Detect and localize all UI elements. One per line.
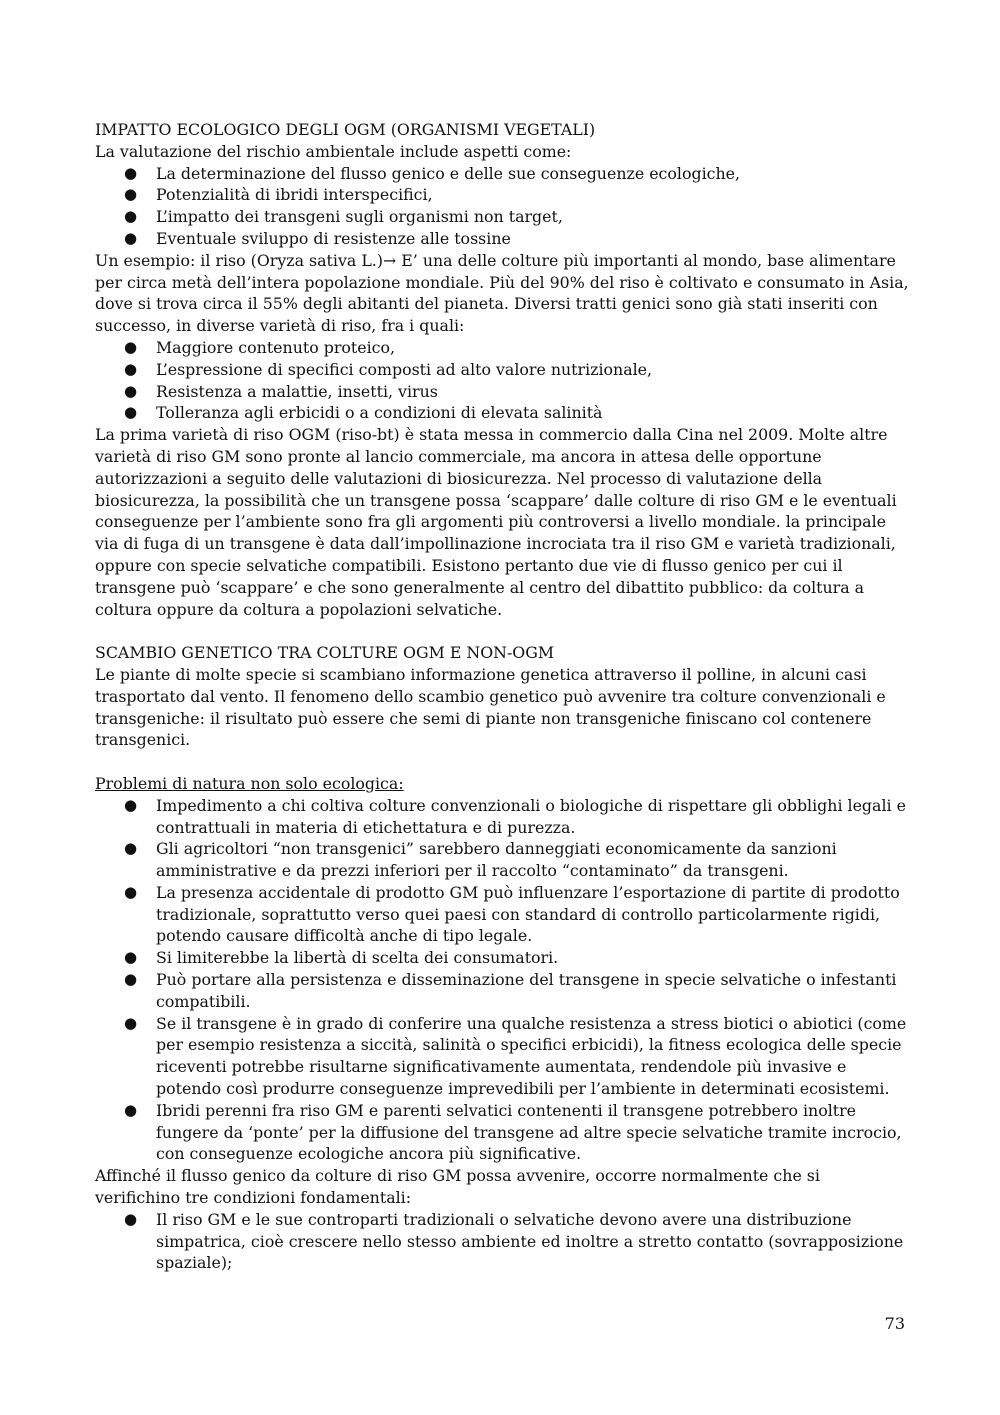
bullet-icon: ●: [124, 207, 138, 226]
pollen-paragraph: Le piante di molte specie si scambiano informazione genetica attraverso il polline, in alcuni casi trasportato dal vento. Il fenomeno dello scambio genetico può avvenire tra colture convenzionali e transgeniche: il risultato può essere che semi di piante non transgeniche finiscano col contenere transgenici.: [95, 664, 886, 750]
bullet-icon: ●: [124, 163, 138, 182]
section-title-impatto: IMPATTO ECOLOGICO DEGLI OGM (ORGANISMI VEGETALI): [95, 120, 596, 139]
list-item: ● L’espressione di specifici composti ad alto valore nutrizionale,: [124, 359, 653, 379]
conditions-list: [95, 1209, 910, 1274]
list-item: ● Eventuale sviluppo di resistenze alle tossine: [124, 228, 511, 248]
bullet-icon: ●: [124, 381, 138, 400]
list-item: ● Tolleranza agli erbicidi o a condizioni di elevata salinità: [124, 403, 603, 423]
list-item: ● La determinazione del flusso genico e delle sue conseguenze ecologiche,: [124, 163, 741, 183]
document-page: [95, 119, 910, 1274]
list-item: ● Si limiterebbe la libertà di scelta dei consumatori.: [124, 948, 559, 968]
bullet-icon: ●: [124, 1209, 138, 1228]
problems-list: [95, 795, 910, 1166]
list-item: ● Potenzialità di ibridi interspecifici,: [124, 185, 433, 205]
bullet-icon: ●: [124, 185, 138, 204]
bullet-icon: ●: [124, 970, 138, 989]
list-item: ● Se il transgene è in grado di conferire una qualche resistenza a stress biotici o abiotici (come per esempio resistenza a siccità, salinità o specifici erbicidi), la fitness ecologica delle specie riceventi potrebbe risultarne significativamente aumentata, rendendole più invasive e potendo così produrre conseguenze imprevedibili per l’ambiente in determinati ecosistemi.: [124, 1013, 907, 1099]
bullet-icon: ●: [124, 795, 138, 814]
assessment-list: [95, 163, 910, 250]
rice-example-paragraph: Un esempio: il riso (Oryza sativa L.)→ E’ una delle colture più importanti al mondo, base alimentare per circa metà dell’intera popolazione mondiale. Più del 90% del riso è coltivato e consumato in Asia, dove si trova circa il 55% degli abitanti del pianeta. Diversi tratti genici sono già stati inseriti con successo, in diverse varietà di riso, fra i quali:: [95, 250, 909, 336]
bullet-icon: ●: [124, 1013, 138, 1032]
bullet-icon: ●: [124, 948, 138, 967]
list-item: ● Resistenza a malattie, insetti, virus: [124, 381, 438, 401]
list-item: ● Ibridi perenni fra riso GM e parenti selvatici contenenti il transgene potrebbero inoltre fungere da ‘ponte’ per la diffusione del transgene ad altre specie selvatiche tramite incrocio, con conseguenze ecologiche ancora più significative.: [124, 1100, 902, 1164]
gm-rice-paragraph: La prima varietà di riso OGM (riso-bt) è stata messa in commercio dalla Cina nel 2009. Molte altre varietà di riso GM sono pronte al lancio commerciale, ma ancora in attesa delle opportune autorizzazioni a seguito delle valutazioni di biosicurezza. Nel processo di valutazione della biosicurezza, la possibilità che un transgene possa ‘scappare’ dalle colture di riso GM e le eventuali conseguenze per l’ambiente sono fra gli argomenti più controversi a livello mondiale. la principale via di fuga di un transgene è data dall’impollinazione incrociata tra il riso GM e varietà tradizionali, oppure con specie selvatiche compatibili. Esistono pertanto due vie di flusso genico per cui il transgene può ‘scappare’ e che sono generalmente al centro del dibattito pubblico: da coltura a coltura oppure da coltura a popolazioni selvatiche.: [95, 425, 897, 619]
bullet-icon: ●: [124, 1100, 138, 1119]
bullet-icon: ●: [124, 839, 138, 858]
bullet-icon: ●: [124, 359, 138, 378]
list-item: ● Maggiore contenuto proteico,: [124, 337, 396, 357]
list-item: ● Il riso GM e le sue controparti tradizionali o selvatiche devono avere una distribuzione simpatrica, cioè crescere nello stesso ambiente ed inoltre a stretto contatto (sovrapposizione spaziale);: [124, 1209, 904, 1273]
list-item: ● Gli agricoltori “non transgenici” sarebbero danneggiati economicamente da sanzioni amministrative e da prezzi inferiori per il raccolto “contaminato” da transgeni.: [124, 839, 837, 881]
bullet-icon: ●: [124, 882, 138, 901]
bullet-icon: ●: [124, 337, 138, 356]
list-item: ● La presenza accidentale di prodotto GM può influenzare l’esportazione di partite di prodotto tradizionale, soprattutto verso quei paesi con standard di controllo particolarmente rigidi, potendo causare difficoltà anche di tipo legale.: [124, 882, 900, 946]
intro-paragraph: La valutazione del rischio ambientale include aspetti come:: [95, 141, 572, 161]
bullet-icon: ●: [124, 228, 138, 247]
bullet-icon: ●: [124, 403, 138, 422]
problems-heading: Problemi di natura non solo ecologica:: [95, 773, 404, 793]
list-item: ● Può portare alla persistenza e disseminazione del transgene in specie selvatiche o infestanti compatibili.: [124, 970, 897, 1011]
list-item: ● Impedimento a chi coltiva colture convenzionali o biologiche di rispettare gli obblighi legali e contrattuali in materia di etichettatura e di purezza.: [124, 795, 906, 837]
page-number: 73: [884, 1314, 905, 1333]
conditions-paragraph: Affinché il flusso genico da colture di riso GM possa avvenire, occorre normalmente che si verifichino tre condizioni fondamentali:: [95, 1166, 820, 1208]
section-title-scambio: SCAMBIO GENETICO TRA COLTURE OGM E NON-OGM: [95, 643, 555, 663]
traits-list: [95, 337, 910, 424]
list-item: ● L’impatto dei transgeni sugli organismi non target,: [124, 207, 563, 227]
